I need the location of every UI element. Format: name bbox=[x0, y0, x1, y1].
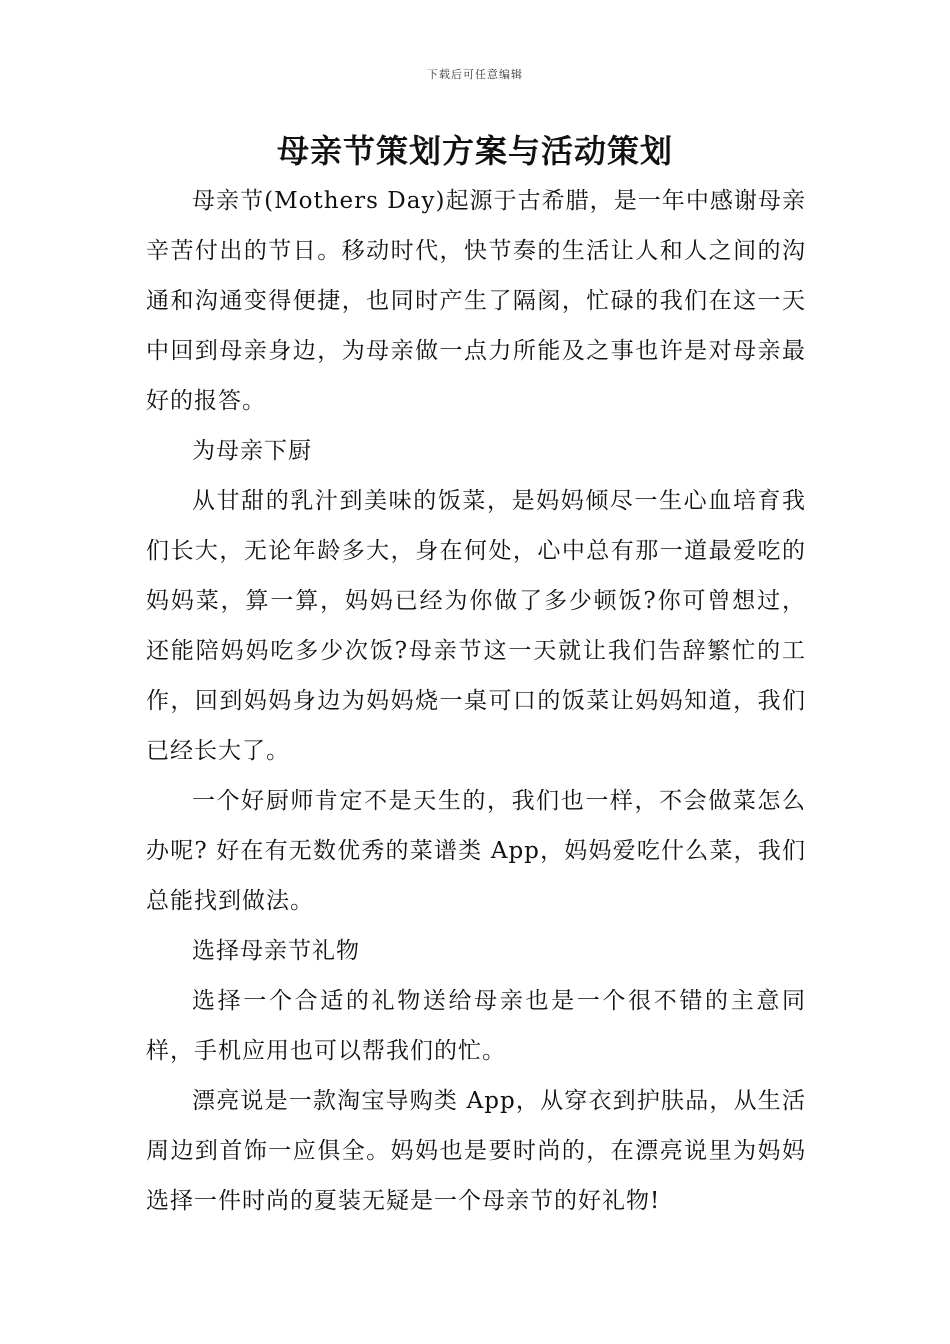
paragraph-shopping-app: 漂亮说是一款淘宝导购类 App，从穿衣到护肤品，从生活周边到首饰一应俱全。妈妈也是要时尚的，在漂亮说里为妈妈选择一件时尚的夏装无疑是一个母亲节的好礼物! bbox=[146, 1088, 806, 1214]
paragraph-intro: 母亲节(Mothers Day)起源于古希腊，是一年中感谢母亲辛苦付出的节日。移动时代，快节奏的生活让人和人之间的沟通和沟通变得便捷，也同时产生了隔阂，忙碌的我们在这一天中回到母亲身边，为母亲做一点力所能及之事也许是对母亲最好的报答。 bbox=[146, 188, 806, 414]
document-body bbox=[146, 176, 806, 1226]
header-note: 下载后可任意编辑 bbox=[427, 68, 523, 81]
section-heading-cooking: 为母亲下厨 bbox=[192, 438, 312, 464]
paragraph-cooking: 从甘甜的乳汁到美味的饭菜，是妈妈倾尽一生心血培育我们长大，无论年龄多大，身在何处，心中总有那一道最爱吃的妈妈菜，算一算，妈妈已经为你做了多少顿饭?你可曾想过，还能陪妈妈吃多少次饭?母亲节这一天就让我们告辞繁忙的工作，回到妈妈身边为妈妈烧一桌可口的饭菜让妈妈知道，我们已经长大了。 bbox=[146, 488, 806, 764]
paragraph-recipe-apps: 一个好厨师肯定不是天生的，我们也一样，不会做菜怎么办呢? 好在有无数优秀的菜谱类 App，妈妈爱吃什么菜，我们总能找到做法。 bbox=[146, 788, 806, 914]
paragraph-gift: 选择一个合适的礼物送给母亲也是一个很不错的主意同样，手机应用也可以帮我们的忙。 bbox=[146, 988, 806, 1064]
section-heading-gift: 选择母亲节礼物 bbox=[192, 938, 360, 964]
document-title: 母亲节策划方案与活动策划 bbox=[276, 132, 673, 170]
